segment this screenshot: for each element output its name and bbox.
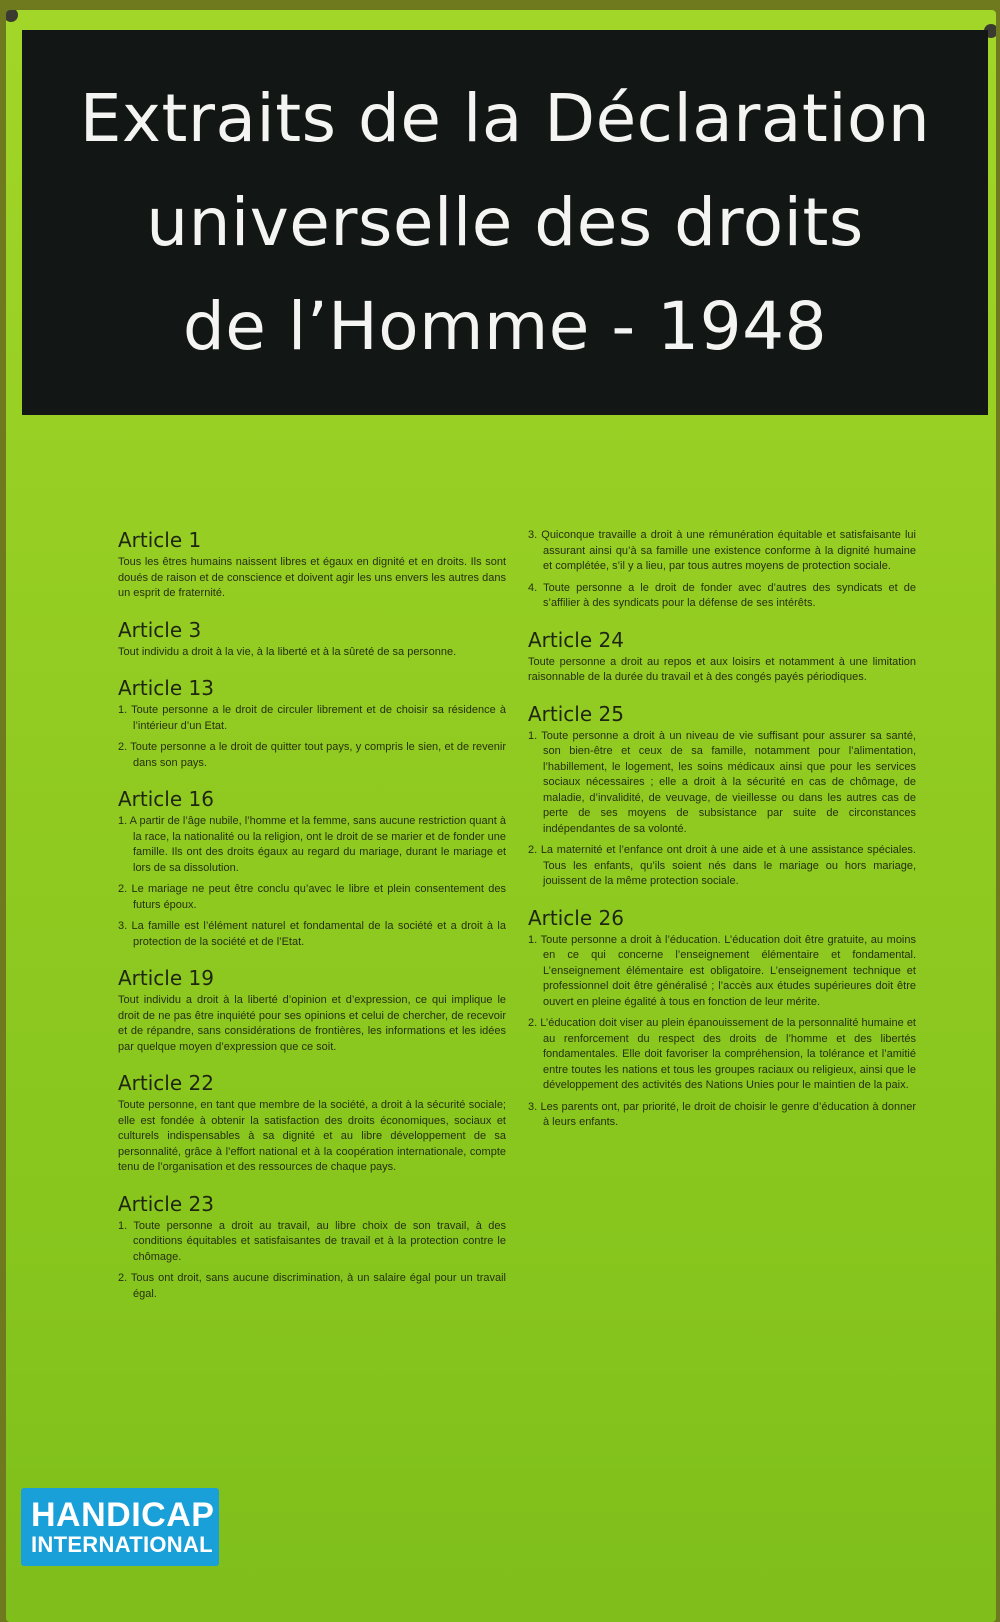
article-paragraph: 2. La maternité et l’enfance ont droit à une aide et à une assistance spéciales. Tous les enfants, qu’ils soient nés dans le mariage ou hors mariage, jouissent de la même protection sociale. <box>528 844 916 887</box>
title-line-2: universelle des droits <box>146 183 864 261</box>
poster-panel <box>6 10 996 1622</box>
mounting-hole <box>6 10 18 22</box>
article-text: Tout individu a droit à la liberté d’opinion et d’expression, ce qui implique le droit de ne pas être inquiété pour ses opinions et celui de chercher, de recevoir et de répandre, sans considérations de frontières, les informations et les idées par quelque moyen d’expression que ce soit. <box>118 994 506 1053</box>
article-paragraph: 2. Tous ont droit, sans aucune discrimination, à un salaire égal pour un travail égal. <box>118 1272 506 1300</box>
article-title: Article 24 <box>528 627 624 652</box>
article-block <box>118 676 506 771</box>
logo-line-2: INTERNATIONAL <box>31 1532 213 1557</box>
article-title: Article 3 <box>118 617 202 642</box>
right-column <box>528 528 916 1147</box>
article-block <box>118 618 506 661</box>
logo-line-1: HANDICAP <box>31 1496 215 1534</box>
article-paragraph: 1. Toute personne a droit au travail, au libre choix de son travail, à des conditions équitables et satisfaisantes de travail et à la protection contre le chômage. <box>118 1219 506 1263</box>
article-block <box>528 702 916 890</box>
article-paragraph: 1. A partir de l’âge nubile, l’homme et la femme, sans aucune restriction quant à la race, la nationalité ou la religion, ont le droit de se marier et de fonder une famille. Ils ont des droits égaux au regard du mariage, durant le mariage et lors de sa dissolution. <box>118 815 506 874</box>
article-block <box>528 628 916 686</box>
article-text: Toute personne, en tant que membre de la société, a droit à la sécurité sociale; elle est fondée à obtenir la satisfaction des droits économiques, sociaux et culturels indispensables à sa dignité et au libre développement de sa personnalité, grâce à l’effort national et à la coopération internationale, compte tenu de l’organisation et des ressources de chaque pays. <box>118 1099 506 1173</box>
article-title: Article 22 <box>118 1071 214 1095</box>
article-block <box>118 787 506 950</box>
article-title: Article 26 <box>528 905 624 930</box>
article-block <box>528 528 916 612</box>
title-line-1: Extraits de la Déclaration <box>79 79 931 157</box>
article-title: Article 25 <box>528 701 624 726</box>
article-block <box>118 528 506 602</box>
article-paragraph: 2. Toute personne a le droit de quitter tout pays, y compris le sien, et de revenir dans son pays. <box>118 741 506 769</box>
article-block <box>118 1192 506 1303</box>
title-banner <box>22 30 988 415</box>
article-paragraph: 2. L’éducation doit viser au plein épanouissement de la personnalité humaine et au renforcement du respect des droits de l’homme et des libertés fondamentales. Elle doit favoriser la compréhension, la tolérance et l’amitié entre toutes les nations et tous les groupes raciaux ou religieux, ainsi que le développement des activités des Nations Unies pour le maintien de la paix. <box>528 1017 916 1091</box>
article-text: Tout individu a droit à la vie, à la liberté et à la sûreté de sa personne. <box>118 645 457 658</box>
left-column <box>118 528 506 1318</box>
article-paragraph: 1. Toute personne a le droit de circuler librement et de choisir sa résidence à l’intérieur d’un Etat. <box>118 704 506 732</box>
article-block <box>118 966 506 1055</box>
article-title: Article 13 <box>118 676 214 700</box>
article-text: Toute personne a droit au repos et aux loisirs et notamment à une limitation raisonnable de la durée du travail et à des congés payés périodiques. <box>528 655 916 683</box>
article-title: Article 1 <box>118 528 202 552</box>
article-title: Article 19 <box>118 966 214 990</box>
article-paragraph: 3. Quiconque travaille a droit à une rémunération équitable et satisfaisante lui assurant ainsi qu’à sa famille une existence conforme à la dignité humaine et complétée, s’il y a lieu, par tous autres moyens de protection sociale. <box>528 529 916 572</box>
article-paragraph: 1. Toute personne a droit à un niveau de vie suffisant pour assurer sa santé, son bien-être et ceux de sa famille, notamment pour l’alimentation, l’habillement, le logement, les soins médicaux ainsi que pour les services sociaux nécessaires ; elle a droit à la sécurité en cas de chômage, de maladie, d’invalidité, de veuvage, de vieillesse ou dans les autres cas de perte de ses moyens de subsistance par suite de circonstances indépendantes de sa volonté. <box>528 729 916 835</box>
article-block <box>118 1071 506 1176</box>
article-paragraph: 3. La famille est l’élément naturel et fondamental de la société et a droit à la protection de la société et de l’Etat. <box>118 920 506 948</box>
article-title: Article 23 <box>118 1191 214 1216</box>
article-title: Article 16 <box>118 787 214 811</box>
title-line-3: de l’Homme - 1948 <box>182 287 828 365</box>
article-paragraph: 3. Les parents ont, par priorité, le droit de choisir le genre d’éducation à donner à leurs enfants. <box>528 1100 916 1128</box>
article-paragraph: 2. Le mariage ne peut être conclu qu’avec le libre et plein consentement des futurs époux. <box>118 883 506 911</box>
handicap-international-logo <box>21 1488 219 1566</box>
article-paragraph: 4. Toute personne a le droit de fonder avec d’autres des syndicats et de s’affilier à des syndicats pour la défense de ses intérêts. <box>528 581 916 609</box>
article-text: Tous les êtres humains naissent libres et égaux en dignité et en droits. Ils sont doués de raison et de conscience et doivent agir les uns envers les autres dans un esprit de fraternité. <box>118 556 506 599</box>
article-block <box>528 906 916 1131</box>
article-paragraph: 1. Toute personne a droit à l’éducation. L’éducation doit être gratuite, au moins en ce qui concerne l’enseignement élémentaire et fondamental. L’enseignement élémentaire est obligatoire. L’enseignement technique et professionnel doit être généralisé ; l’accès aux études supérieures doit être ouvert en pleine égalité à tous en fonction de leur mérite. <box>528 933 916 1008</box>
